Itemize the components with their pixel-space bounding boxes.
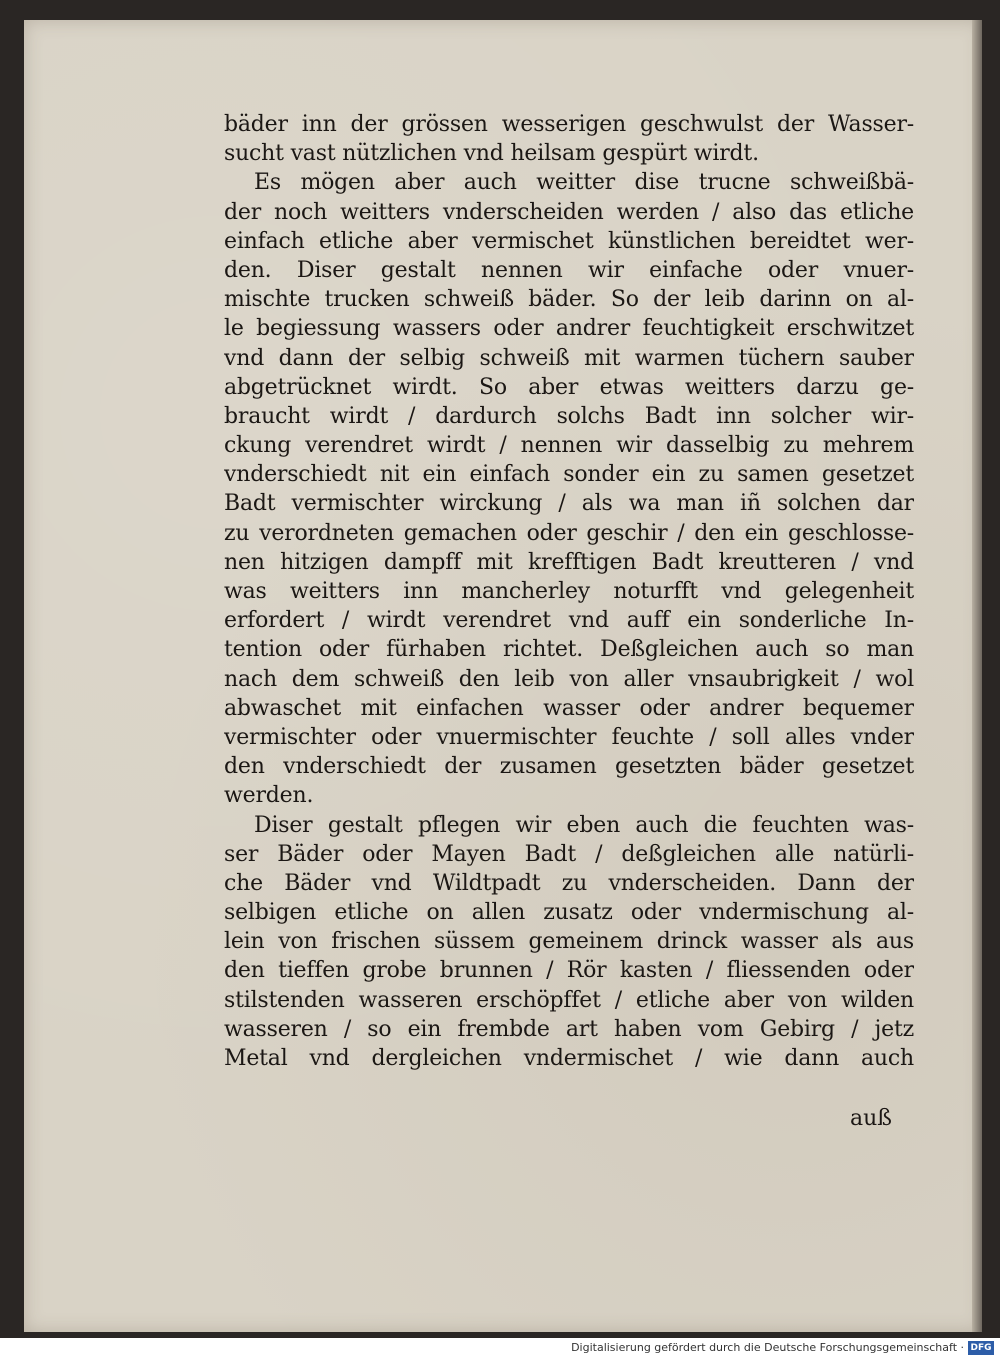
page-text xyxy=(224,110,914,1073)
text-line: zu verordneten gemachen oder geschir / den ein geschlosse- xyxy=(224,520,914,546)
text-line: nach dem schweiß den leib von aller vnsaubrigkeit / wol xyxy=(224,666,914,692)
text-line: bäder inn der grössen wesserigen geschwulst der Wasser- xyxy=(224,112,914,137)
text-line: Es mögen aber auch weitter dise trucne schweißbä- xyxy=(254,170,914,196)
funding-notice: Digitalisierung gefördert durch die Deutsche Forschungsgemeinschaft · xyxy=(571,1341,964,1354)
text-line: abgetrücknet wirdt. So aber etwas weitters darzu ge- xyxy=(224,374,914,400)
text-line: den vnderschiedt der zusamen gesetzten bäder gesetzet xyxy=(224,754,914,780)
text-line: abwaschet mit einfachen wasser oder andrer bequemer xyxy=(224,695,914,721)
catchword: auß xyxy=(850,1106,892,1131)
text-line: den. Diser gestalt nennen wir einfache oder vnuer- xyxy=(224,257,914,283)
text-line: wasseren / so ein frembde art haben vom Gebirg / jetz xyxy=(224,1016,914,1042)
page-edge xyxy=(972,20,982,1332)
text-line: mischte trucken schweiß bäder. So der leib darinn on al- xyxy=(224,287,914,313)
text-line: braucht wirdt / dardurch solchs Badt inn solcher wir- xyxy=(224,403,914,429)
footer-bar xyxy=(0,1338,1000,1359)
text-line: vnderschiedt nit ein einfach sonder ein zu samen gesetzet xyxy=(224,462,914,488)
text-line: sucht vast nützlichen vnd heilsam gespürt wirdt. xyxy=(224,141,759,167)
text-line: selbigen etliche on allen zusatz oder vndermischung al- xyxy=(224,900,914,926)
text-line: der noch weitters vnderscheiden werden / also das etliche xyxy=(224,199,914,225)
text-line: den tieffen grobe brunnen / Rör kasten / fliessenden oder xyxy=(224,958,914,984)
text-line: ckung verendret wirdt / nennen wir dasselbig zu mehrem xyxy=(224,433,914,459)
text-line: lein von frischen süssem gemeinem drinck wasser als aus xyxy=(224,929,914,955)
text-line: vnd dann der selbig schweiß mit warmen tüchern sauber xyxy=(224,345,914,371)
text-line: erfordert / wirdt verendret vnd auff ein sonderliche In- xyxy=(224,608,914,634)
text-line: einfach etliche aber vermischet künstlichen bereidtet wer- xyxy=(224,228,914,254)
text-line: Diser gestalt pflegen wir eben auch die feuchten was- xyxy=(254,812,914,838)
text-line: Metal vnd dergleichen vndermischet / wie dann auch xyxy=(224,1046,914,1071)
text-line: stilstenden wasseren erschöpffet / etliche aber von wilden xyxy=(224,987,914,1013)
text-line: werden. xyxy=(224,783,314,809)
text-line: le begiessung wassers oder andrer feuchtigkeit erschwitzet xyxy=(224,316,914,342)
text-line: tention oder fürhaben richtet. Deßgleichen auch so man xyxy=(224,637,914,663)
text-line: nen hitzigen dampff mit krefftigen Badt kreutteren / vnd xyxy=(224,549,914,575)
dfg-logo: DFG xyxy=(968,1341,994,1355)
text-line: che Bäder vnd Wildtpadt zu vnderscheiden. Dann der xyxy=(224,870,914,896)
text-line: was weitters inn mancherley noturfft vnd gelegenheit xyxy=(224,579,914,604)
text-line: Badt vermischter wirckung / als wa man iñ solchen dar xyxy=(224,491,914,517)
text-line: vermischter oder vnuermischter feuchte / soll alles vnder xyxy=(224,724,914,750)
text-line: ser Bäder oder Mayen Badt / deßgleichen alle natürli- xyxy=(224,841,914,867)
